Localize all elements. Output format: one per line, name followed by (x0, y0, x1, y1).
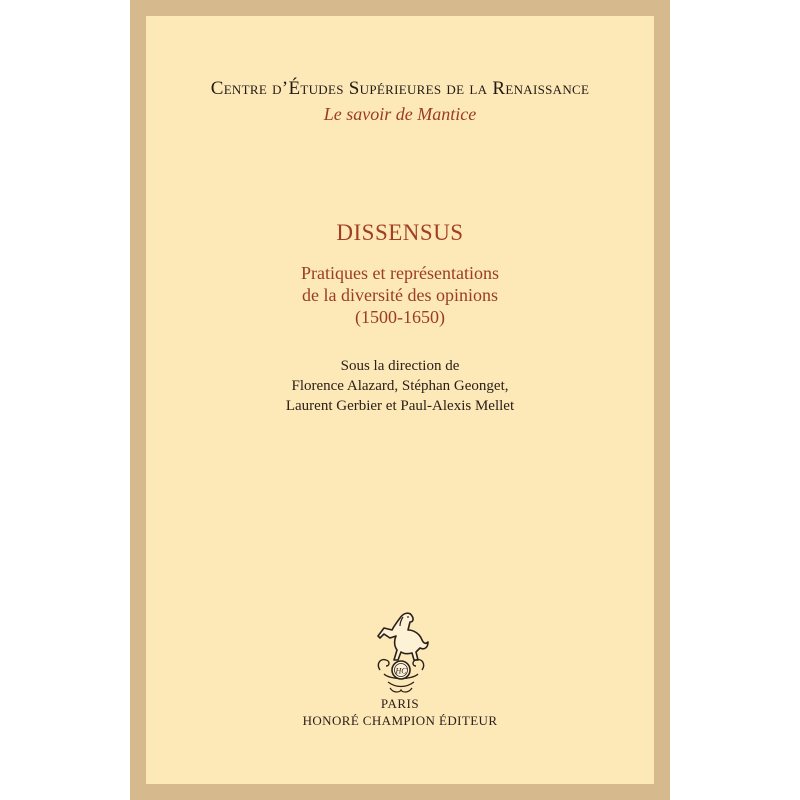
subtitle-line: (1500-1650) (355, 307, 445, 327)
horse-emblem-icon (370, 608, 432, 698)
book-subtitle (146, 262, 654, 328)
publisher-name: HONORÉ CHAMPION ÉDITEUR (302, 713, 498, 728)
publication-place: PARIS (380, 696, 420, 711)
book-cover (130, 0, 670, 800)
editors-line: Sous la direction de (340, 358, 460, 374)
collection-name: Le savoir de Mantice (323, 104, 477, 124)
cover-panel (146, 16, 654, 784)
subtitle-line: Pratiques et représentations (301, 263, 499, 283)
editors-line: Florence Alazard, Stéphan Geonget, (291, 378, 509, 394)
editors-line: Laurent Gerbier et Paul-Alexis Mellet (285, 398, 515, 414)
series-name: Centre d’Études Supérieures de la Renaissance (210, 78, 590, 99)
subtitle-line: de la diversité des opinions (302, 285, 498, 305)
emblem-monogram: HC (395, 666, 407, 676)
editors-block (146, 356, 654, 416)
book-title: DISSENSUS (336, 220, 464, 245)
